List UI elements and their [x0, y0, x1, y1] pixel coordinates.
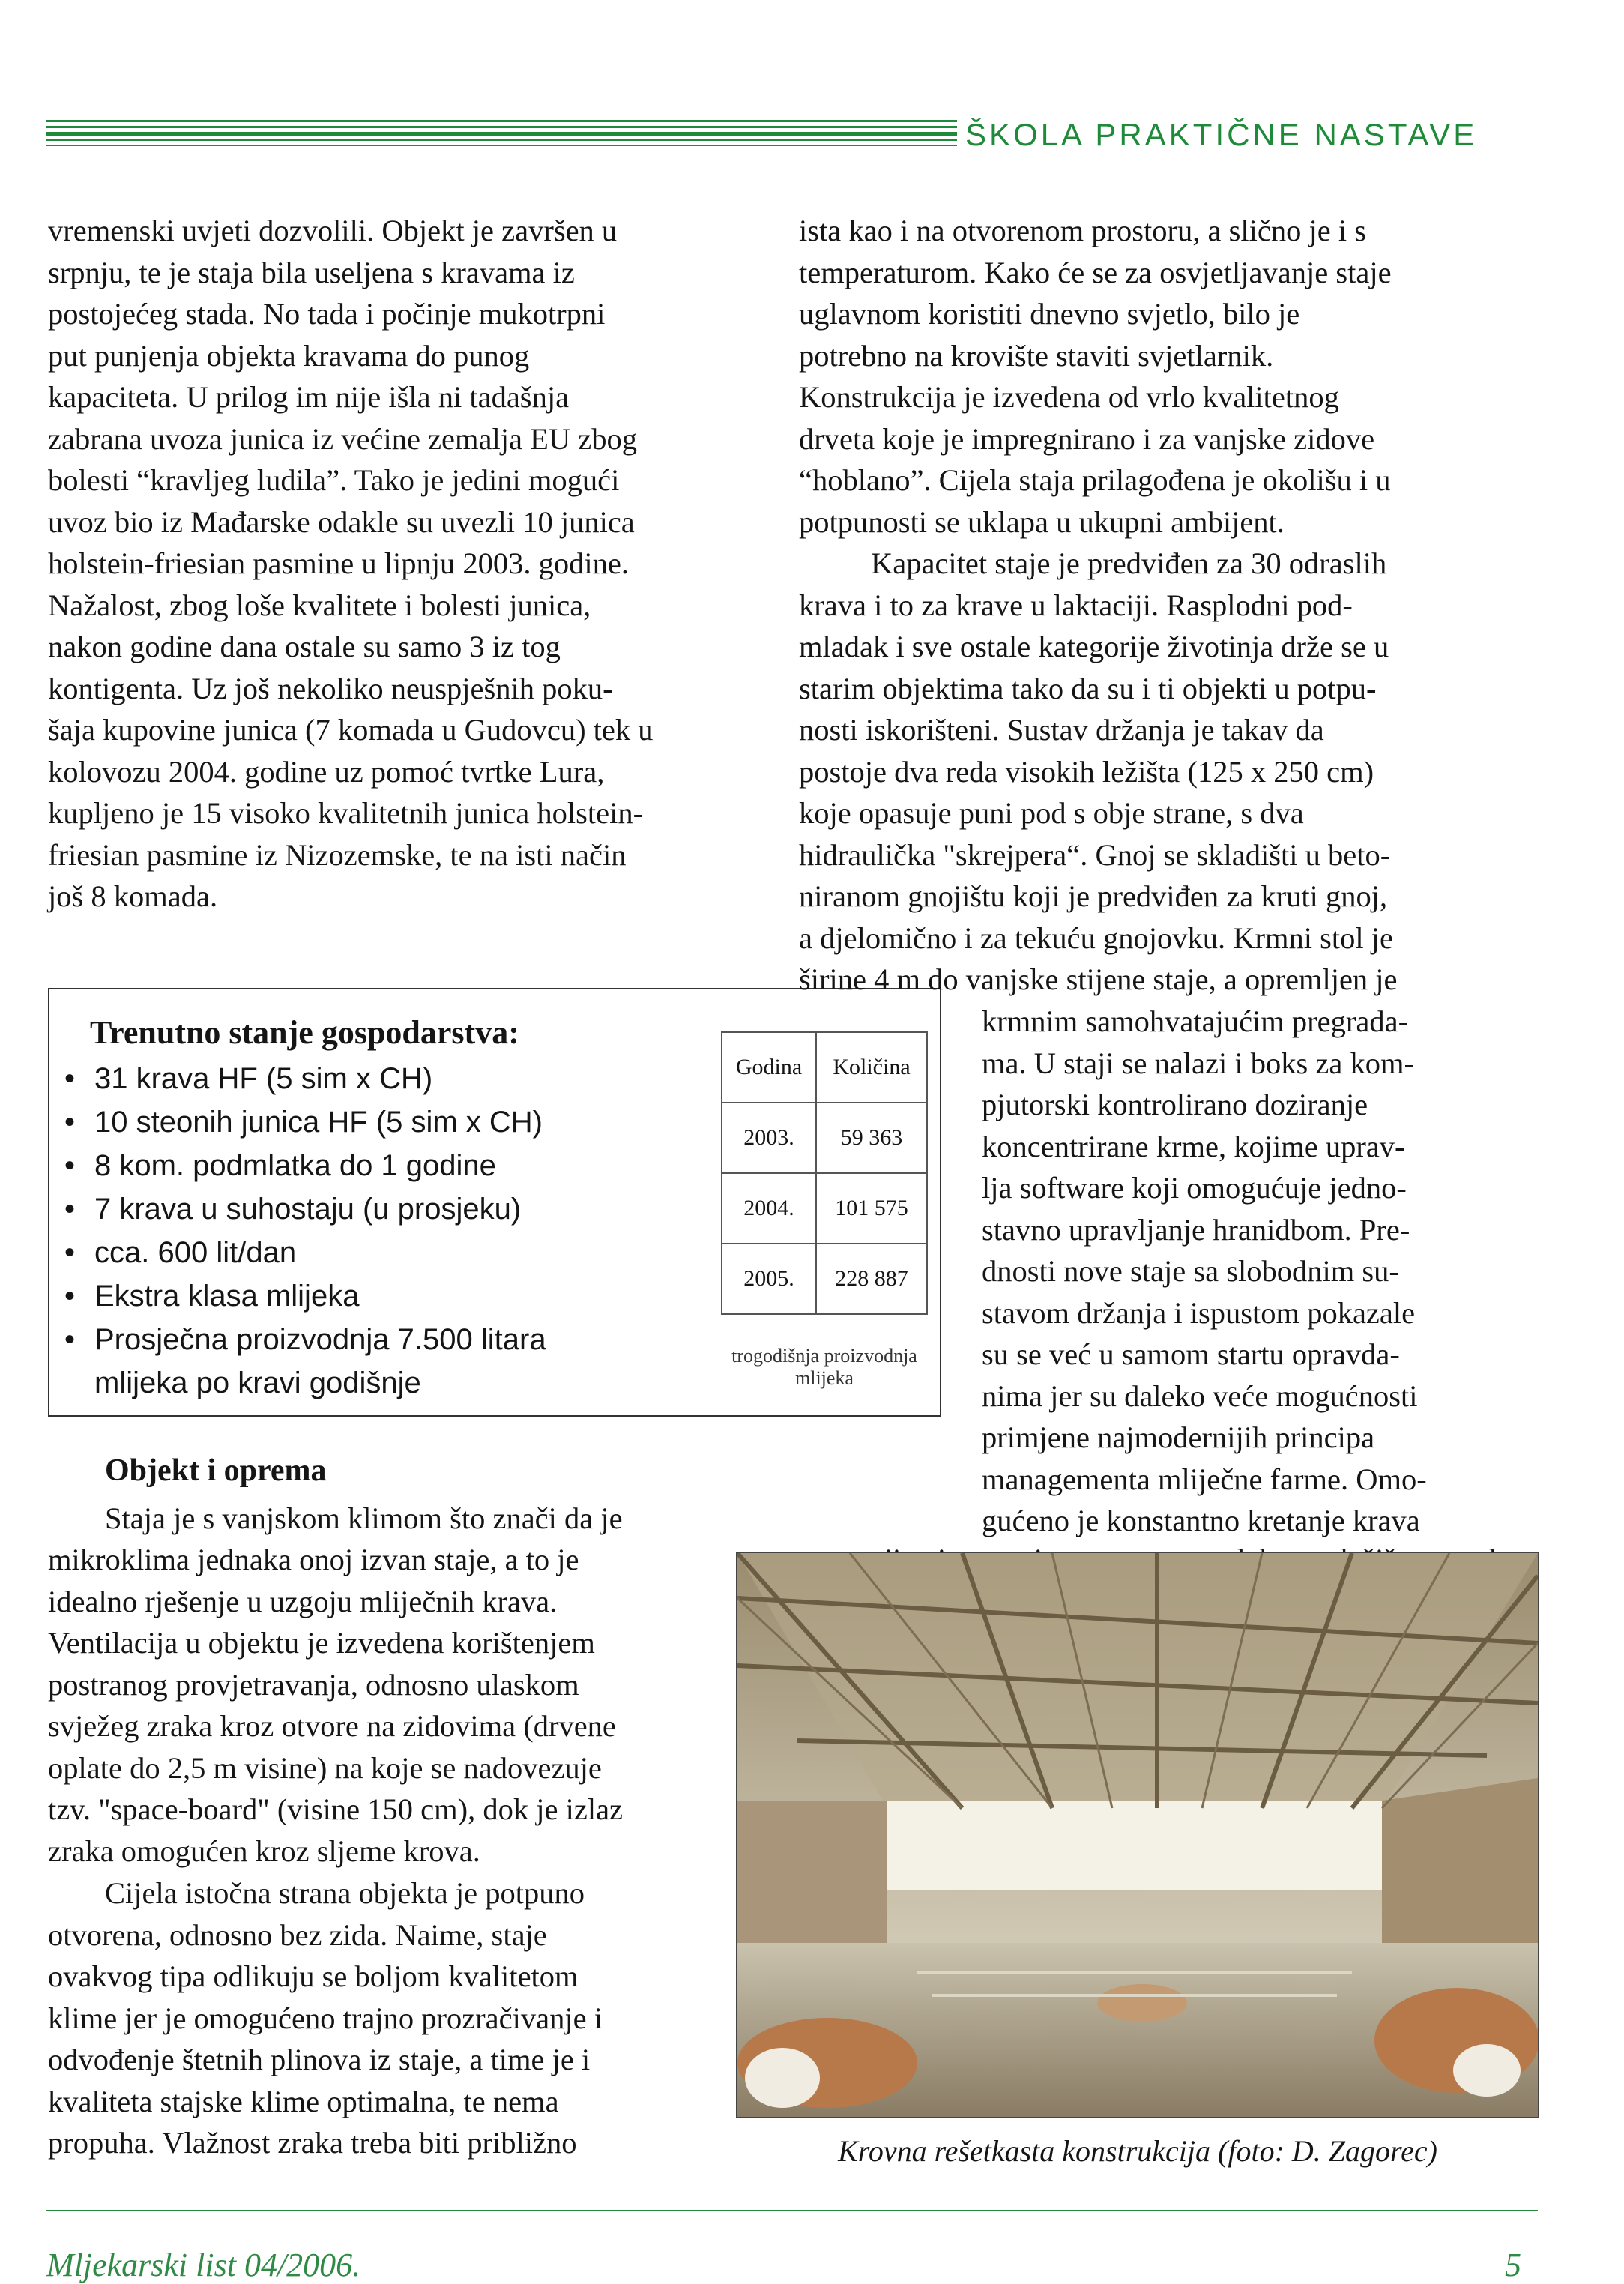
- text-line: stavom držanja i ispustom pokazale: [982, 1295, 1416, 1330]
- table-row: [722, 1244, 927, 1314]
- text-line: mladak i sve ostale kategorije životinja drže se u: [799, 630, 1389, 663]
- table-header: Godina: [722, 1032, 816, 1103]
- list-item: • 7 krava u suhostaju (u prosjeku): [64, 1187, 679, 1231]
- caption-line: trogodišnja proizvodnja: [731, 1345, 917, 1367]
- table-header: Količina: [816, 1032, 927, 1103]
- text-line: managementa mliječne farme. Omo-: [982, 1462, 1427, 1496]
- table-row: [722, 1103, 927, 1173]
- text-line: su se već u samom startu opravda-: [982, 1337, 1400, 1371]
- text-line: nakon godine dana ostale su samo 3 iz tog: [48, 630, 561, 663]
- text-line: Staja je s vanjskom klimom što znači da je: [105, 1501, 623, 1535]
- text-line: kolovozu 2004. godine uz pomoć tvrtke Lura,: [48, 754, 605, 789]
- list-item: • cca. 600 lit/dan: [64, 1231, 679, 1274]
- table-caption: [704, 1345, 944, 1390]
- east-side-paragraph: [48, 1872, 725, 2164]
- table-cell: 101 575: [816, 1173, 927, 1244]
- text-line: oplate do 2,5 m visine) na koje se nadovezuje: [48, 1750, 602, 1785]
- section-title: ŠKOLA PRAKTIČNE NASTAVE: [965, 117, 1478, 152]
- text-line: potrebno na krovište staviti svjetlarnik.: [799, 338, 1274, 373]
- barn-roof-photo: [736, 1552, 1539, 2118]
- text-line: hidraulička "skrejpera“. Gnoj se skladišti u beto-: [799, 837, 1391, 872]
- text-line: zabrana uvoza junica iz većine zemalja EU zbog: [48, 421, 637, 456]
- footer-rule: [46, 2210, 1538, 2211]
- text-line: zraka omogućen kroz sljeme krova.: [48, 1833, 480, 1868]
- photo-caption: Krovna rešetkasta konstrukcija (foto: D. Zagorec): [838, 2134, 1437, 2168]
- text-line: primjene najmodernijih principa: [982, 1420, 1375, 1454]
- text-line: tzv. "space-board" (visine 150 cm), dok je izlaz: [48, 1792, 624, 1826]
- text-line: postojećeg stada. No tada i počinje mukotrpni: [48, 297, 606, 331]
- text-line: dnosti nove staje sa slobodnim su-: [982, 1254, 1399, 1288]
- text-line: još 8 komada.: [48, 879, 218, 913]
- text-line: starim objektima tako da su i ti objekti u potpu-: [799, 671, 1377, 705]
- list-item: • 8 kom. podmlatka do 1 godine: [64, 1144, 679, 1187]
- text-line: “hoblano”. Cijela staja prilagođena je okolišu i u: [799, 463, 1391, 497]
- production-table: [721, 1031, 928, 1315]
- text-line: Nažalost, zbog loše kvalitete i bolesti junica,: [48, 588, 591, 622]
- right-paragraph-1: [799, 210, 1521, 543]
- list-item-continuation: mlijeka po kravi godišnje: [94, 1367, 421, 1399]
- text-line: lja software koji omogućuje jedno-: [982, 1171, 1407, 1205]
- list-item: • 31 krava HF (5 sim x CH): [64, 1057, 679, 1100]
- text-line: krmnim samohvatajućim pregrada-: [982, 1004, 1409, 1038]
- text-line: nosti iskorišteni. Sustav držanja je takav da: [799, 713, 1324, 747]
- table-cell: 2003.: [722, 1103, 816, 1173]
- text-line: uvoz bio iz Mađarske odakle su uvezli 10 junica: [48, 504, 635, 539]
- text-line: krava i to za krave u laktaciji. Rasplodni pod-: [799, 588, 1353, 622]
- ventilation-paragraph: [48, 1539, 725, 1872]
- text-line: ma. U staji se nalazi i boks za kom-: [982, 1046, 1414, 1080]
- table-header-row: [722, 1032, 927, 1103]
- text-line: ovakvog tipa odlikuju se boljom kvalitetom: [48, 1959, 579, 1993]
- text-line: šaja kupovine junica (7 komada u Gudovcu) tek u: [48, 713, 653, 747]
- text-line: kontigenta. Uz još nekoliko neuspješnih poku-: [48, 671, 613, 705]
- right-paragraph-2: [799, 543, 1521, 1001]
- text-line: nima jer su daleko veće mogućnosti: [982, 1378, 1418, 1413]
- text-line: gućeno je konstantno kretanje krava: [982, 1504, 1420, 1537]
- table-row: [722, 1173, 927, 1244]
- text-line: idealno rješenje u uzgoju mliječnih krava.: [48, 1584, 558, 1618]
- text-line: a djelomično i za tekuću gnojovku. Krmni stol je: [799, 920, 1393, 955]
- page-number: 5: [1505, 2247, 1521, 2283]
- text-line: holstein-friesian pasmine u lipnju 2003. godine.: [48, 546, 629, 580]
- text-line: postoje dva reda visokih ležišta (125 x 250 cm): [799, 754, 1374, 789]
- text-line: koncentrirane krme, kojime uprav-: [982, 1129, 1405, 1163]
- text-line: bolesti “kravljeg ludila”. Tako je jedini mogući: [48, 463, 620, 497]
- text-line: temperaturom. Kako će se za osvjetljavanje staje: [799, 255, 1392, 289]
- right-paragraph-2-narrow: [982, 1001, 1521, 1542]
- text-line: Konstrukcija je izvedena od vrlo kvalitetnog: [799, 380, 1339, 414]
- text-line: uglavnom koristiti dnevno svjetlo, bilo je: [799, 297, 1300, 331]
- text-line: otvorena, odnosno bez zida. Naime, staje: [48, 1917, 547, 1952]
- text-line: srpnju, te je staja bila useljena s kravama iz: [48, 255, 575, 289]
- text-line: Kapacitet staje je predviđen za 30 odraslih: [871, 546, 1387, 580]
- table-cell: 2004.: [722, 1173, 816, 1244]
- text-line: niranom gnojištu koji je predviđen za kruti gnoj,: [799, 879, 1388, 913]
- text-line: pjutorski kontrolirano doziranje: [982, 1088, 1368, 1121]
- journal-title: Mljekarski list 04/2006.: [46, 2247, 361, 2283]
- list-item: • 10 steonih junica HF (5 sim x CH): [64, 1100, 679, 1144]
- text-line: propuha. Vlažnost zraka treba biti približno: [48, 2126, 577, 2160]
- text-line: put punjenja objekta kravama do punog: [48, 338, 530, 373]
- farm-status-list: [64, 1057, 679, 1405]
- text-line: postranog provjetravanja, odnosno ulaskom: [48, 1667, 579, 1702]
- text-line: kupljeno je 15 visoko kvalitetnih junica holstein-: [48, 796, 644, 830]
- caption-line: mlijeka: [795, 1367, 854, 1389]
- text-line: koje opasuje puni pod s obje strane, s dva: [799, 796, 1304, 830]
- table-cell: 59 363: [816, 1103, 927, 1173]
- list-item: • Prosječna proizvodnja 7.500 litara: [64, 1318, 679, 1361]
- box-title: Trenutno stanje gospodarstva:: [90, 1014, 519, 1051]
- table-cell: 2005.: [722, 1244, 816, 1314]
- text-line: Cijela istočna strana objekta je potpuno: [105, 1876, 585, 1910]
- text-line: klime jer je omogućeno trajno prozračivanje i: [48, 2001, 603, 2035]
- text-line: širine 4 m do vanjske stijene staje, a opremljen je: [799, 962, 1398, 996]
- text-line: mikroklima jednaka onoj izvan staje, a to je: [48, 1543, 579, 1576]
- text-line: kapaciteta. U prilog im nije išla ni tadašnja: [48, 380, 570, 414]
- text-line: Ventilacija u objektu je izvedena korištenjem: [48, 1626, 595, 1660]
- text-line: drveta koje je impregnirano i za vanjske zidove: [799, 421, 1375, 456]
- text-line: svježeg zraka kroz otvore na zidovima (drvene: [48, 1709, 616, 1743]
- text-line: stavno upravljanje hranidbom. Pre-: [982, 1212, 1410, 1247]
- text-line: friesian pasmine iz Nizozemske, te na isti način: [48, 837, 627, 872]
- barn-roof-illustration: [737, 1553, 1538, 2117]
- list-item: • Ekstra klasa mlijeka: [64, 1274, 679, 1318]
- text-line: potpunosti se uklapa u ukupni ambijent.: [799, 504, 1285, 539]
- text-line: ista kao i na otvorenom prostoru, a slično je i s: [799, 214, 1366, 247]
- text-line: kvaliteta stajske klime optimalna, te nema: [48, 2084, 559, 2118]
- text-line: vremenski uvjeti dozvolili. Objekt je završen u: [48, 214, 618, 247]
- section-heading: Objekt i oprema: [105, 1453, 327, 1488]
- table-cell: 228 887: [816, 1244, 927, 1314]
- text-line: odvođenje štetnih plinova iz staje, a time je i: [48, 2043, 591, 2076]
- intro-paragraph: [48, 210, 763, 917]
